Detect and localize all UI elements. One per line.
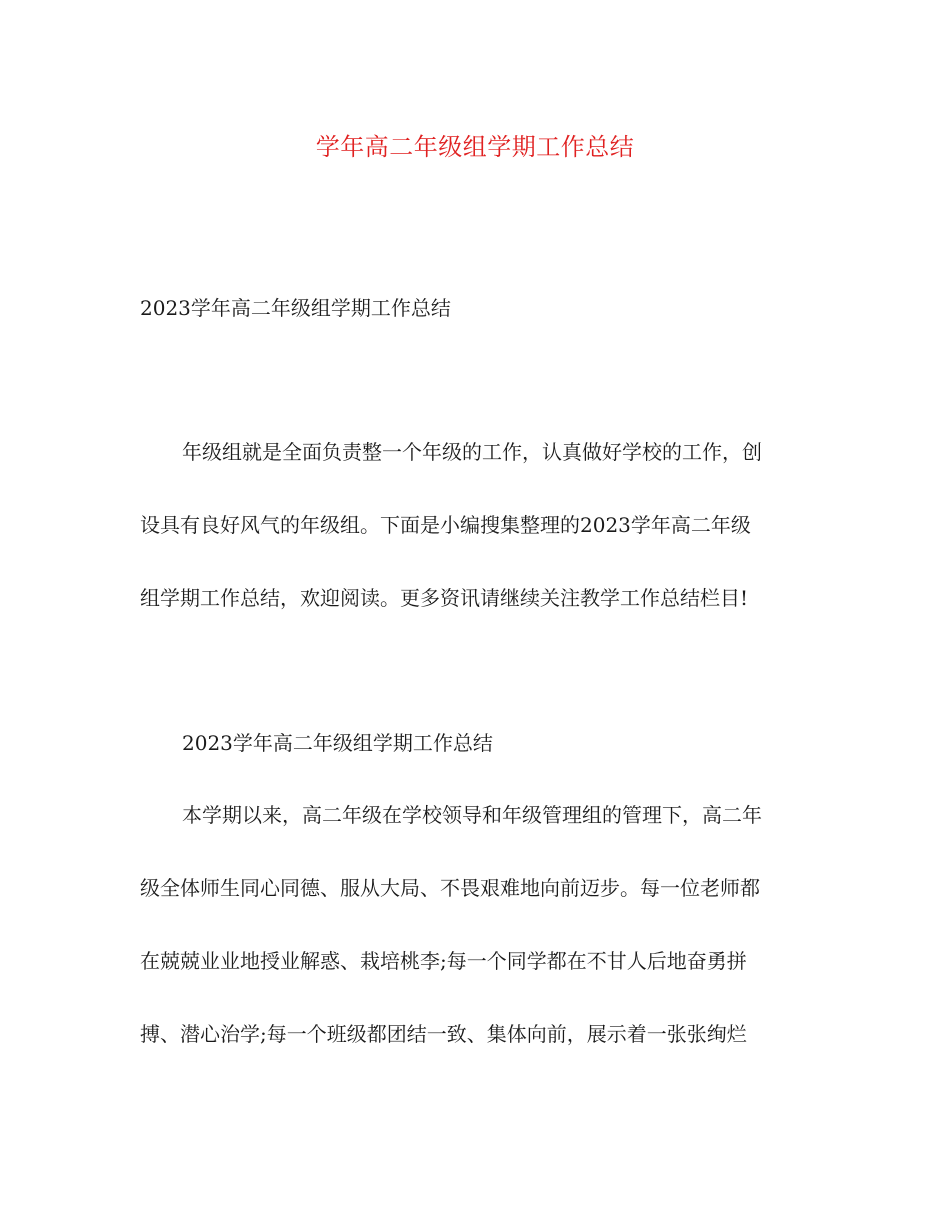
document-subtitle: 2023学年高二年级组学期工作总结 — [140, 296, 451, 320]
body-line-2: 级全体师生同心同德、服从大局、不畏艰难地向前迈步。每一位老师都 — [140, 876, 760, 900]
body-line-1: 本学期以来，高二年级在学校领导和年级管理组的管理下，高二年 — [182, 803, 762, 827]
body-line-4: 搏、潜心治学;每一个班级都团结一致、集体向前，展示着一张张绚烂 — [140, 1022, 747, 1046]
intro-line-1: 年级组就是全面负责整一个年级的工作，认真做好学校的工作，创 — [182, 440, 762, 464]
body-line-3: 在兢兢业业地授业解惑、栽培桃李;每一个同学都在不甘人后地奋勇拼 — [140, 949, 747, 973]
section-heading: 2023学年高二年级组学期工作总结 — [182, 731, 493, 755]
intro-line-2: 设具有良好风气的年级组。下面是小编搜集整理的2023学年高二年级 — [140, 513, 751, 537]
document-title: 学年高二年级组学期工作总结 — [315, 133, 635, 161]
intro-line-3: 组学期工作总结，欢迎阅读。更多资讯请继续关注教学工作总结栏目! — [140, 586, 749, 610]
